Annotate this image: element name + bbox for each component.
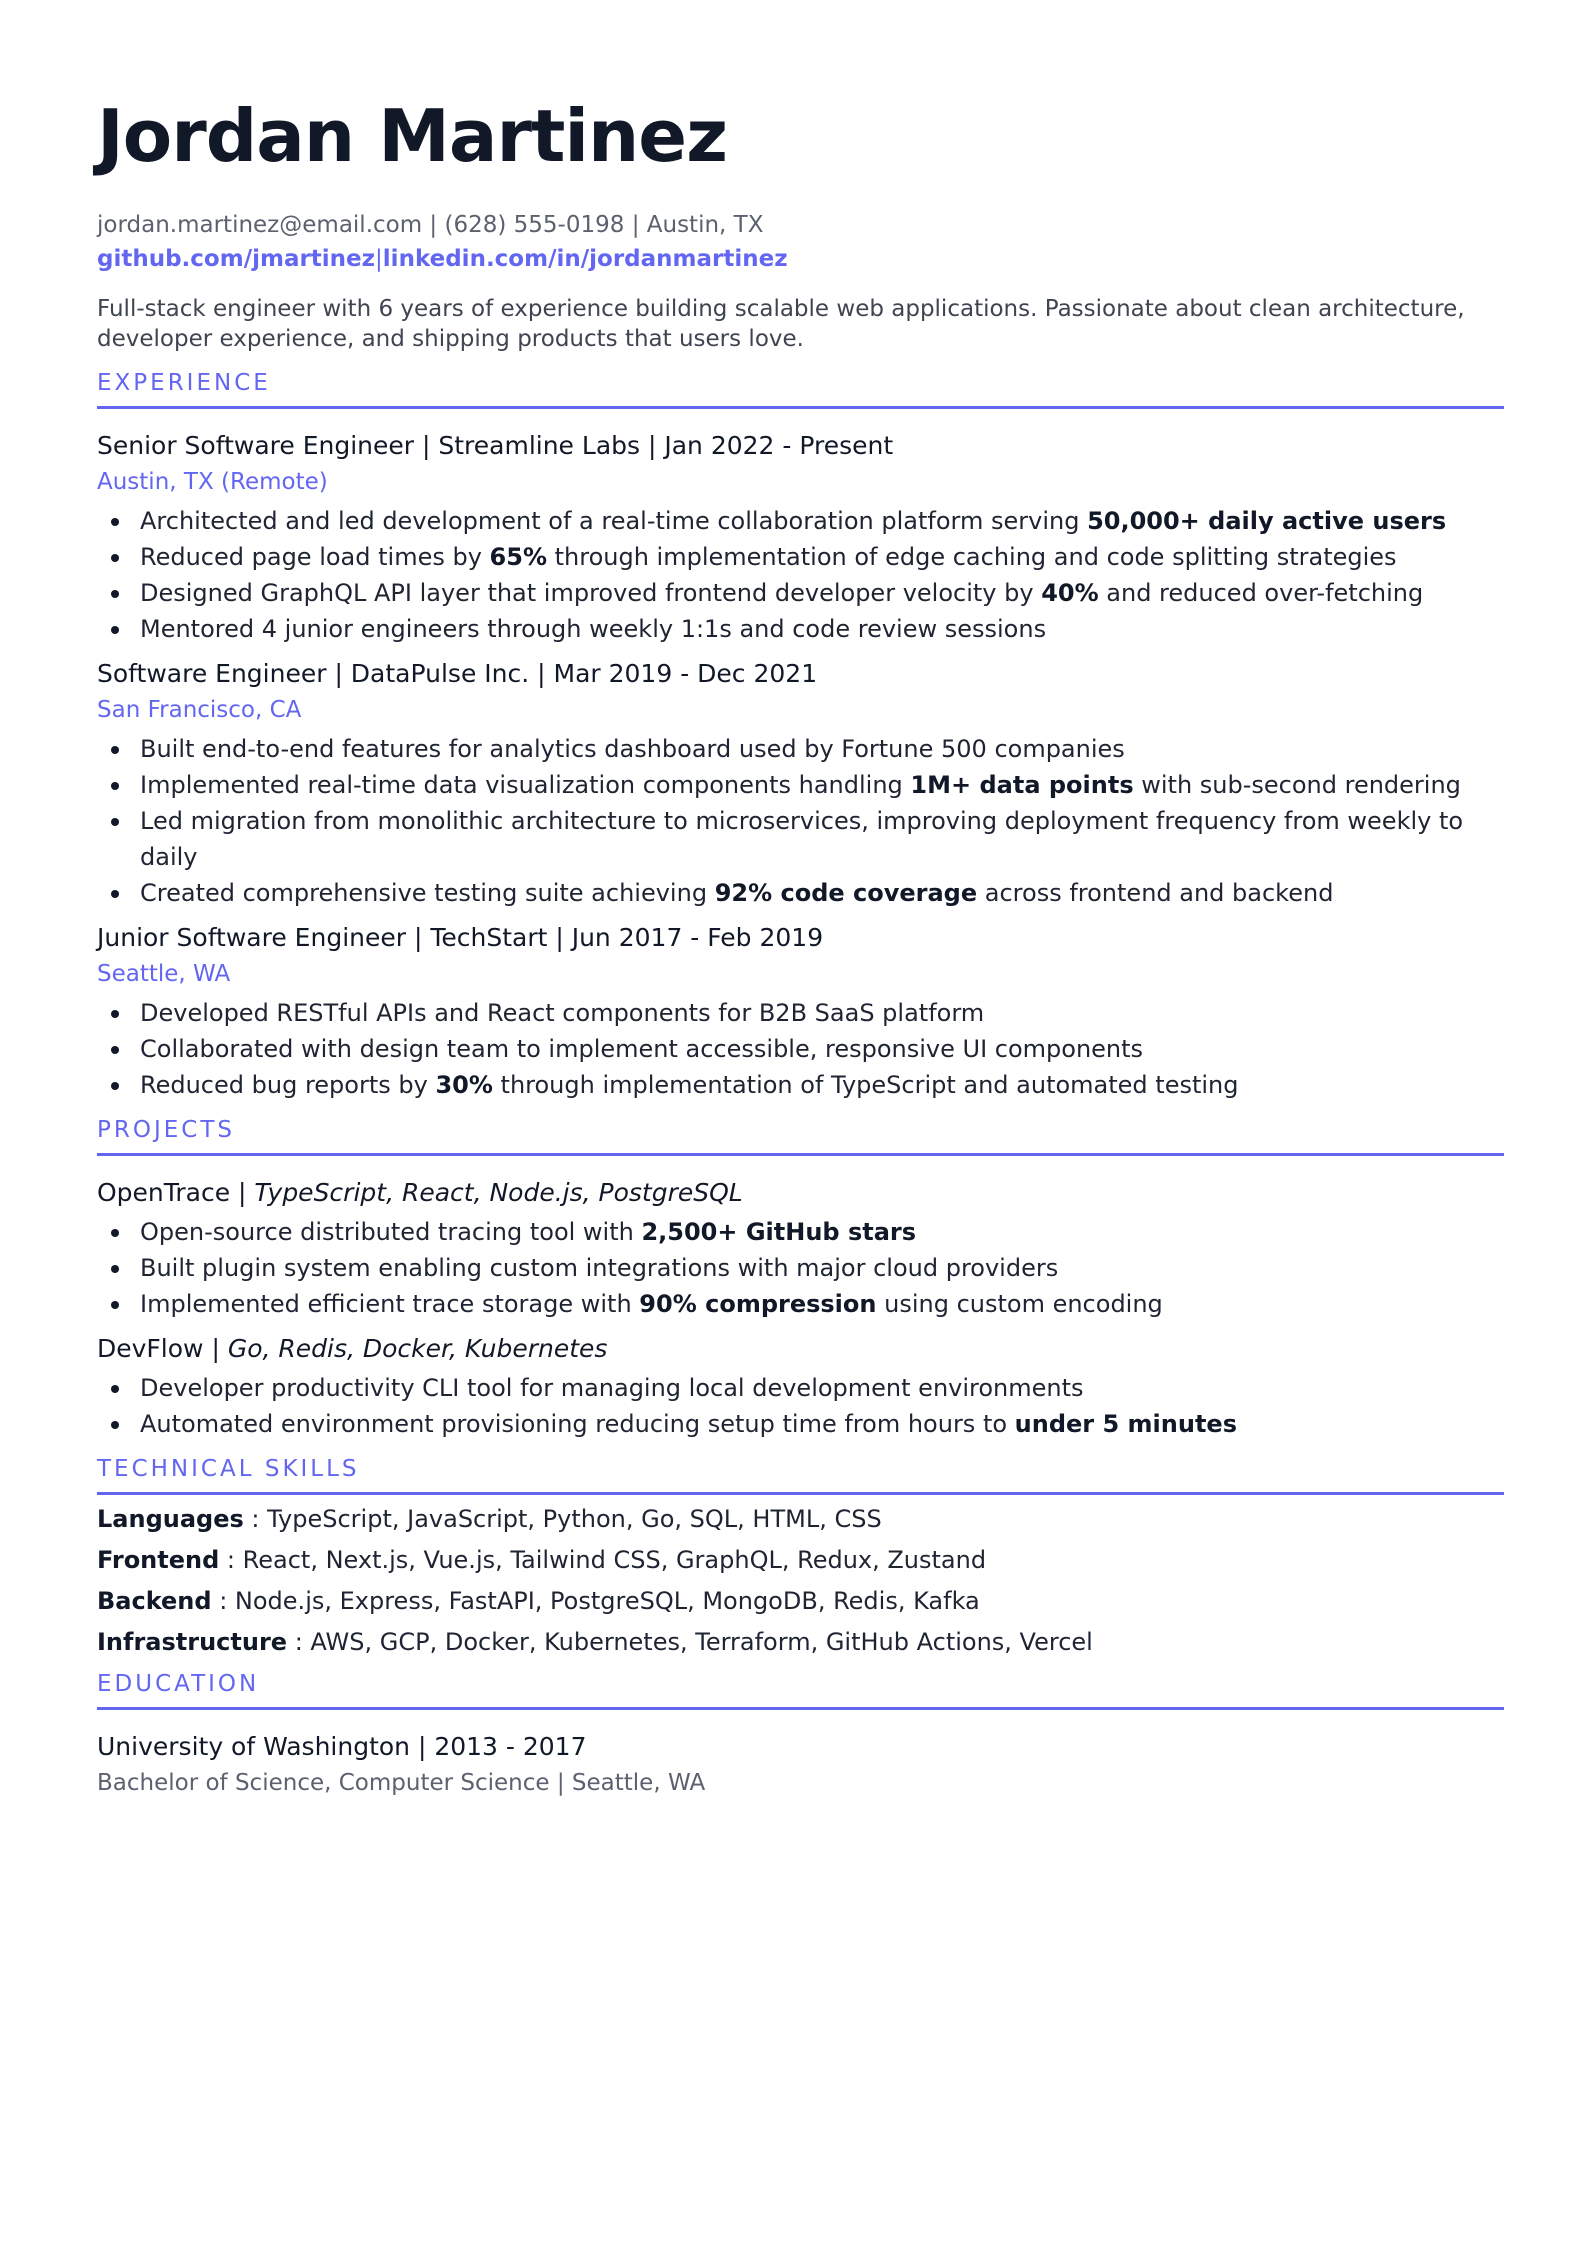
bullet-list [97,731,1504,911]
skill-separator: : [219,1546,243,1574]
section-title-skills: TECHNICAL SKILLS [97,1456,360,1482]
linkedin-link[interactable]: linkedin.com/in/jordanmartinez [382,246,788,272]
skill-value: TypeScript, JavaScript, Python, Go, SQL, HTML, CSS [267,1505,882,1533]
bullet-item [140,875,1504,911]
section-divider [97,1153,1504,1156]
profile-links [97,242,1504,276]
bullet-item [140,1250,1504,1286]
bullet-item [140,803,1504,875]
job-heading: Junior Software Engineer | TechStart | Jun 2017 - Feb 2019 [97,923,824,952]
skill-label: Backend [97,1587,212,1615]
projects-list [97,1176,1504,1442]
job-location: Seattle, WA [97,961,231,987]
section-title-experience: EXPERIENCE [97,370,271,396]
bullet-highlight: 65% [489,543,547,571]
education-detail: Bachelor of Science, Computer Science | Seattle, WA [97,1770,706,1796]
bullet-item [140,1067,1504,1103]
bullet-item [140,731,1504,767]
bullet-text: Collaborated with design team to implement accessible, responsive UI components [140,1035,1144,1063]
bullet-item [140,1214,1504,1250]
bullet-text: Led migration from monolithic architecture to microservices, improving deployment frequency from weekly to daily [140,807,1464,871]
bullet-highlight: 40% [1041,579,1099,607]
project-heading [97,1176,1504,1210]
section-divider [97,1492,1504,1495]
bullet-highlight: 90% compression [639,1290,877,1318]
bullet-text: Automated environment provisioning reducing setup time from hours to [140,1410,1015,1438]
link-separator: | [375,246,383,272]
skill-row [97,1540,1504,1581]
project-name: DevFlow [97,1334,204,1363]
job-entry [97,429,1504,647]
bullet-highlight: 2,500+ GitHub stars [641,1218,917,1246]
experience-list [97,429,1504,1103]
bullet-text: using custom encoding [876,1290,1163,1318]
section-title-education: EDUCATION [97,1671,260,1697]
bullet-item [140,995,1504,1031]
project-entry [97,1332,1504,1442]
bullet-text: Developer productivity CLI tool for managing local development environments [140,1374,1084,1402]
project-entry [97,1176,1504,1322]
education-heading: University of Washington | 2013 - 2017 [97,1732,587,1761]
github-link[interactable]: github.com/jmartinez [97,246,376,272]
bullet-item [140,1406,1504,1442]
bullet-item [140,1031,1504,1067]
bullet-item [140,575,1504,611]
bullet-text: Mentored 4 junior engineers through weekly 1:1s and code review sessions [140,615,1047,643]
job-heading: Senior Software Engineer | Streamline Labs | Jan 2022 - Present [97,431,894,460]
bullet-text: through implementation of edge caching and code splitting strategies [547,543,1397,571]
skills-list [97,1499,1504,1663]
bullet-item [140,539,1504,575]
bullet-text: and reduced over-fetching [1098,579,1424,607]
job-entry [97,921,1504,1103]
bullet-text: Reduced bug reports by [140,1071,436,1099]
skill-label: Frontend [97,1546,220,1574]
bullet-text: Developed RESTful APIs and React components for B2B SaaS platform [140,999,985,1027]
bullet-item [140,767,1504,803]
bullet-list [97,503,1504,647]
bullet-highlight: 1M+ data points [910,771,1134,799]
bullet-item [140,1370,1504,1406]
bullet-text: with sub-second rendering [1133,771,1461,799]
skill-separator: : [287,1628,311,1656]
project-heading [97,1332,1504,1366]
project-separator: | [203,1334,228,1363]
bullet-item [140,1286,1504,1322]
bullet-text: Implemented efficient trace storage with [140,1290,640,1318]
section-title-projects: PROJECTS [97,1117,235,1143]
job-entry [97,657,1504,911]
job-location: San Francisco, CA [97,697,302,723]
section-divider [97,1707,1504,1710]
bullet-item [140,611,1504,647]
project-separator: | [230,1178,255,1207]
bullet-text: Built end-to-end features for analytics dashboard used by Fortune 500 companies [140,735,1125,763]
bullet-text: Created comprehensive testing suite achieving [140,879,715,907]
bullet-text: through implementation of TypeScript and automated testing [492,1071,1239,1099]
bullet-text: Reduced page load times by [140,543,490,571]
bullet-text: Built plugin system enabling custom integrations with major cloud providers [140,1254,1059,1282]
bullet-item [140,503,1504,539]
bullet-list [97,1214,1504,1322]
project-stack: Go, Redis, Docker, Kubernetes [227,1334,608,1363]
skill-separator: : [211,1587,235,1615]
project-name: OpenTrace [97,1178,231,1207]
skill-value: Node.js, Express, FastAPI, PostgreSQL, MongoDB, Redis, Kafka [234,1587,980,1615]
project-stack: TypeScript, React, Node.js, PostgreSQL [254,1178,743,1207]
job-heading: Software Engineer | DataPulse Inc. | Mar 2019 - Dec 2021 [97,659,818,688]
bullet-list [97,995,1504,1103]
skill-label: Languages [97,1505,244,1533]
bullet-highlight: 30% [435,1071,493,1099]
bullet-text: Architected and led development of a real-time collaboration platform serving [140,507,1088,535]
section-divider [97,406,1504,409]
skill-value: React, Next.js, Vue.js, Tailwind CSS, GraphQL, Redux, Zustand [242,1546,987,1574]
bullet-highlight: 50,000+ daily active users [1087,507,1447,535]
bullet-text: Implemented real-time data visualization components handling [140,771,911,799]
skill-label: Infrastructure [97,1628,288,1656]
skill-separator: : [243,1505,268,1533]
bullet-highlight: 92% code coverage [714,879,978,907]
bullet-text: Designed GraphQL API layer that improved frontend developer velocity by [140,579,1042,607]
skill-row [97,1499,1504,1540]
candidate-name: Jordan Martinez [97,94,728,178]
bullet-highlight: under 5 minutes [1014,1410,1237,1438]
contact-line: jordan.martinez@email.com | (628) 555-0198 | Austin, TX [97,212,764,238]
bullet-text: Open-source distributed tracing tool with [140,1218,642,1246]
bullet-text: across frontend and backend [977,879,1334,907]
skill-row [97,1581,1504,1622]
bullet-list [97,1370,1504,1442]
summary: Full-stack engineer with 6 years of experience building scalable web applications. Passionate about clean architecture, developer experience, and shipping products that users love. [97,296,1465,352]
skill-row [97,1622,1504,1663]
job-location: Austin, TX (Remote) [97,469,328,495]
skill-value: AWS, GCP, Docker, Kubernetes, Terraform, GitHub Actions, Vercel [310,1628,1093,1656]
